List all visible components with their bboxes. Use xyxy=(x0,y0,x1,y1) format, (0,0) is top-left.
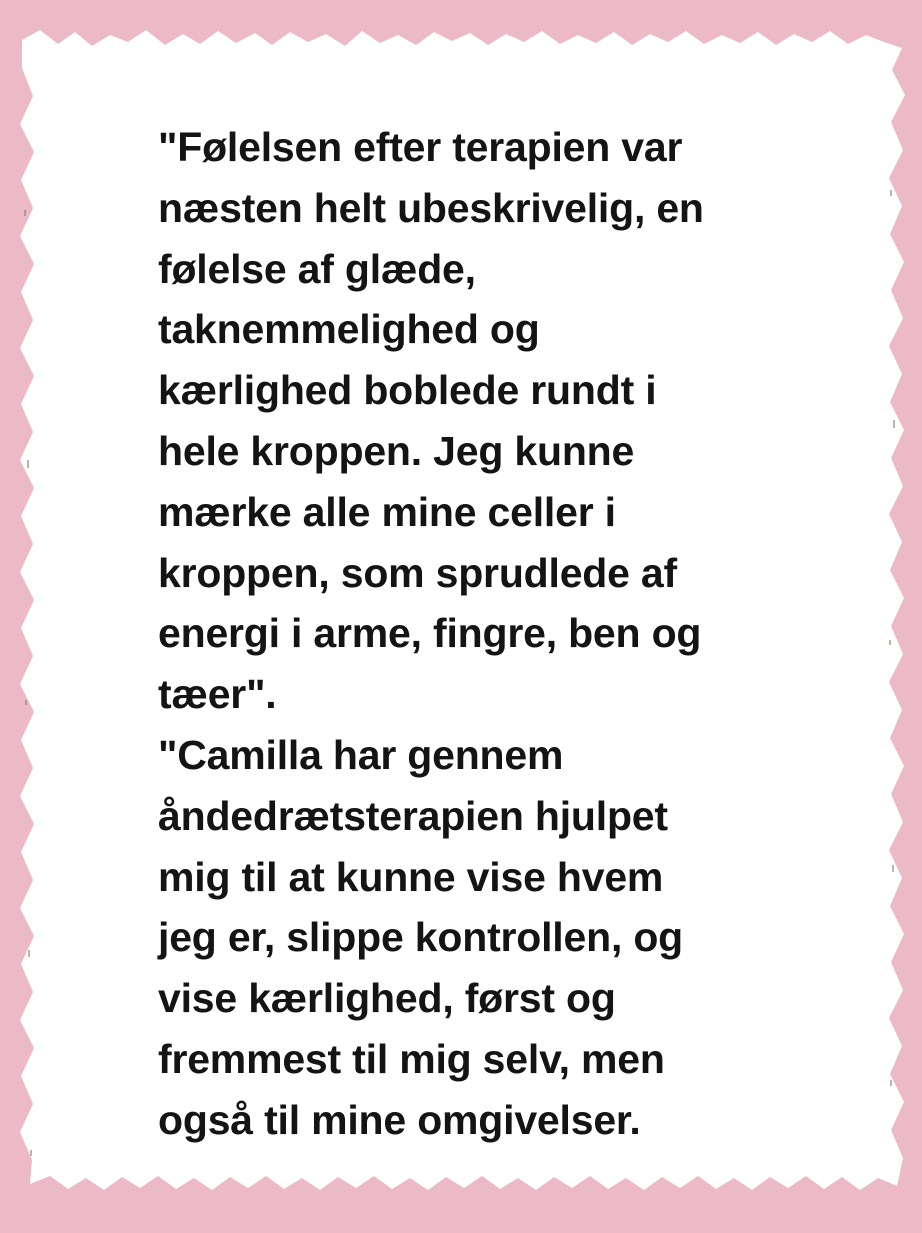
quote-line: kroppen, som sprudlede af xyxy=(158,549,677,596)
quote-line: åndedrætsterapien hjulpet xyxy=(158,792,668,839)
quote-line: næsten helt ubeskrivelig, en xyxy=(158,184,704,231)
quote-line: hele kroppen. Jeg kunne xyxy=(158,427,635,474)
quote-line: energi i arme, fingre, ben og xyxy=(158,610,702,657)
quote-line: "Camilla har gennem xyxy=(158,731,564,778)
quote-line: også til mine omgivelser. xyxy=(158,1096,641,1143)
testimonial-quote xyxy=(158,117,798,1151)
quote-line: kærlighed boblede rundt i xyxy=(158,367,657,414)
quote-line: tæer". xyxy=(158,671,277,718)
quote-line: taknemmelighed og xyxy=(158,306,540,353)
quote-line: mærke alle mine celler i xyxy=(158,488,616,535)
quote-line: vise kærlighed, først og xyxy=(158,975,616,1022)
quote-line: "Følelsen efter terapien var xyxy=(158,124,683,170)
quote-line: følelse af glæde, xyxy=(158,245,476,292)
quote-line: fremmest til mig selv, men xyxy=(158,1035,665,1082)
quote-line: jeg er, slippe kontrollen, og xyxy=(158,914,684,961)
quote-line: mig til at kunne vise hvem xyxy=(158,853,664,900)
